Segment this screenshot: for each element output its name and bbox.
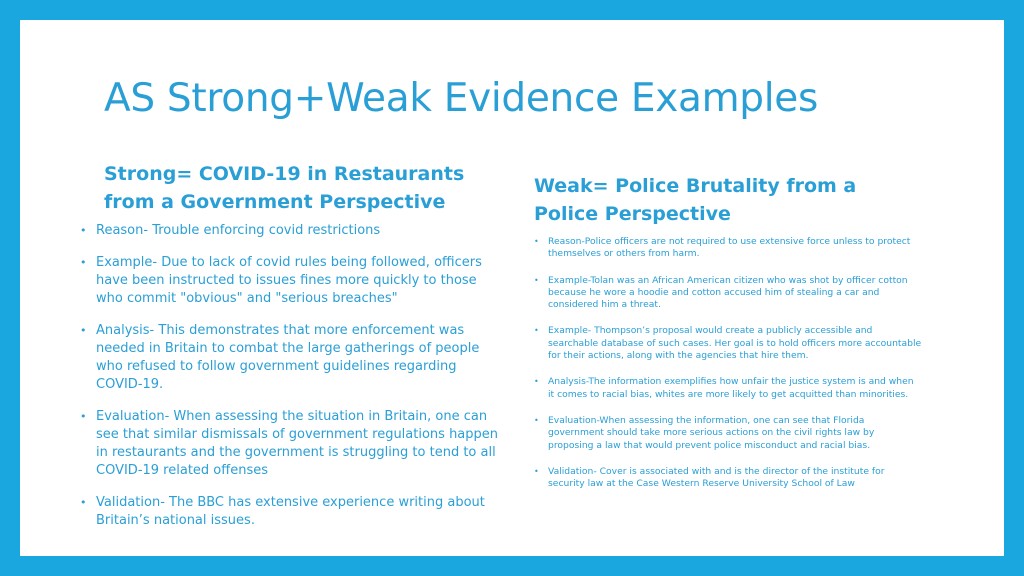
bullet-icon: • (80, 224, 87, 237)
list-item (80, 408, 500, 480)
list-item (532, 376, 922, 401)
slide-title: AS Strong+Weak Evidence Examples (104, 76, 818, 121)
bullet-icon: • (534, 377, 539, 387)
list-item (80, 222, 500, 240)
bullet-icon: • (80, 410, 87, 423)
bullet-icon: • (80, 496, 87, 509)
bullet-icon: • (534, 237, 539, 246)
list-item (532, 466, 922, 491)
list-item-text: Validation- The BBC has extensive experience writing about Britain’s national issues. (96, 495, 485, 528)
bullet-icon: • (534, 415, 539, 425)
list-item-text: Evaluation- When assessing the situation in Britain, one can see that similar dismissals of government regulations happen in restaurants and the government is struggling to tend to all COVID-19 related offenses (96, 409, 499, 478)
bullet-icon: • (534, 466, 539, 476)
list-item (532, 236, 922, 261)
list-item-text: Reason-Police officers are not required to use extensive force unless to protect themselves or others from harm. (548, 236, 911, 260)
slide (20, 20, 1004, 556)
list-item-text: Analysis- This demonstrates that more enforcement was needed in Britain to combat the large gatherings of people who refused to follow government guidelines regarding COVID-19. (96, 323, 480, 392)
bullet-icon: • (80, 256, 87, 269)
list-item (80, 494, 500, 530)
list-item (532, 415, 922, 452)
strong-evidence-heading: Strong= COVID-19 in Restaurants from a Government Perspective (104, 163, 465, 213)
weak-evidence-list (532, 236, 922, 490)
bullet-icon: • (534, 275, 539, 285)
list-item-text: Analysis-The information exemplifies how unfair the justice system is and when it comes to racial bias, whites are more likely to get acquitted than minorities. (548, 376, 914, 400)
list-item-text: Evaluation-When assessing the information, one can see that Florida government should take more serious actions on the civil rights law by proposing a law that would prevent police misconduct and racial bias. (548, 414, 875, 451)
list-item-text: Validation- Cover is associated with and is the director of the institute for security law at the Case Western Reserve University School of Law (548, 465, 885, 490)
weak-evidence-column (532, 172, 922, 504)
list-item (532, 325, 922, 362)
weak-evidence-heading: Weak= Police Brutality from a Police Perspective (534, 175, 857, 225)
list-item-text: Reason- Trouble enforcing covid restrictions (96, 223, 381, 238)
list-item-text: Example- Thompson’s proposal would create a publicly accessible and searchable database of such cases. Her goal is to hold officers more accountable for their actions, along with the agencies that hire them. (548, 325, 922, 362)
bullet-icon: • (534, 326, 539, 336)
bullet-icon: • (80, 324, 87, 337)
list-item (80, 254, 500, 308)
list-item-text: Example-Tolan was an African American citizen who was shot by officer cotton because he wore a hoodie and cotton accused him of stealing a car and considered him a threat. (548, 274, 908, 311)
list-item (80, 322, 500, 394)
list-item-text: Example- Due to lack of covid rules being followed, officers have been instructed to issues fines more quickly to those who commit "obvious" and "serious breaches" (96, 255, 482, 306)
list-item (532, 275, 922, 312)
strong-evidence-column (80, 160, 500, 544)
strong-evidence-list (80, 222, 500, 530)
